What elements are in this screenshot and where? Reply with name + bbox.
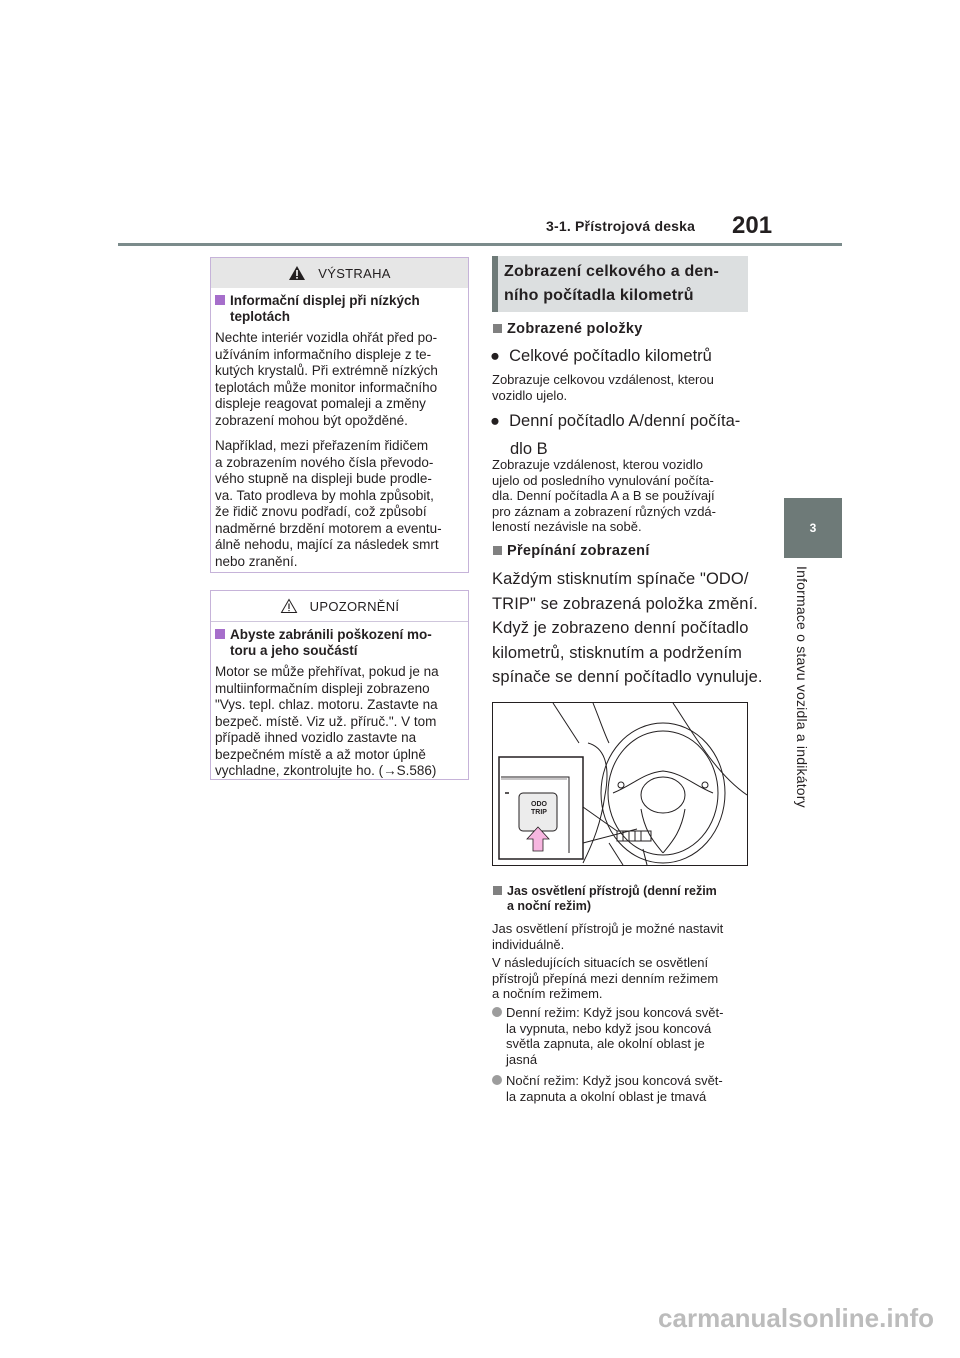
bullet-dot-icon [492,1075,502,1085]
caution-box [210,590,469,780]
square-bullet-icon [215,295,225,305]
brightness-paragraph-1: Jas osvětlení přístrojů je možné nastavit individuálně. [492,921,724,952]
brightness-paragraph-2: V následujících situacích se osvětlení přístrojů přepíná mezi denním režimem a nočním režimem. [492,955,719,1001]
warning-paragraph-2: Například, mezi přeřazením řidičem a zobrazením nového čísla převodo- vého stupně na displeji bude prodle- va. Tato prodleva by mohla způsobit, že řidič znovu podřadí, což způsobí nadměrné brzdění motorem a eventu- álně nehodu, mající za následek smrt nebo zranění. [215,438,442,569]
square-bullet-icon [493,886,502,895]
section-title: 3-1. Přístrojová deska [546,218,696,234]
subheading-displayed-items: Zobrazené položky [493,321,643,337]
caution-header [211,591,468,622]
chapter-number: 3 [809,521,817,535]
caution-paragraph: Motor se může přehřívat, pokud je na multiinformačním displeji zobrazeno "Vys. tepl. chlaz. motoru. Zastavte na bezpeč. místě. Viz už. příruč.". V tom případě ihned vozidlo zastavte na bezpečném místě a až motor úplně vychladne, zkontrolujte ho. (→S.586) [215,664,439,778]
caution-title: UPOZORNĚNÍ [309,598,400,614]
subheading-switching-display: Přepínání zobrazení [493,543,650,559]
day-mode-item: Denní režim: Když jsou koncová svět- la vypnuta, nebo když jsou koncová světla zapnuta, ale okolní oblast je jasná [492,1005,723,1067]
bullet-trip-meter: ● Denní počítadlo A/denní počíta- dlo B [490,412,741,458]
odometer-description: Zobrazuje celkovou vzdálenost, kterou vozidlo ujelo. [492,372,714,403]
chapter-title: Informace o stavu vozidla a indikátory [794,566,810,808]
caution-triangle-icon [280,598,298,614]
bullet-dot-icon: ● [490,412,500,430]
warning-header [211,258,468,288]
dashboard-drawing [493,703,747,865]
night-mode-item: Noční režim: Když jsou koncová svět- la zapnuta a okolní oblast je tmavá [492,1073,723,1104]
steering-wheel-illustration [492,702,748,866]
square-bullet-icon [215,629,225,639]
warning-item-title: Informační displej při nízkých teplotách [215,293,463,325]
warning-triangle-icon [288,265,306,281]
bullet-dot-icon: ● [490,347,500,365]
subheading-brightness: Jas osvětlení přístrojů (denní režim a noční režim) [493,884,717,914]
square-bullet-icon [493,324,502,333]
header-rule [118,243,842,246]
caution-item-title: Abyste zabránili poškození mo- toru a jeho součástí [215,627,463,659]
odo-trip-switch-label: ODO TRIP [531,801,547,816]
warning-paragraph-1: Nechte interiér vozidla ohřát před po- užíváním informačního displeje z te- kutých krystalů. Při extrémně nízkých teplotách může monitor informačního displeje reagovat pomaleji a změny zobrazení mohou být opožděné. [215,330,438,428]
square-bullet-icon [493,546,502,555]
bullet-dot-icon [492,1007,502,1017]
watermark: carmanualsonline.info [658,1303,934,1333]
switching-description: Každým stisknutím spínače "ODO/ TRIP" se zobrazená položka změní. Když je zobrazeno denní počítadlo kilometrů, stisknutím a podržením spínače se denní počítadlo vynuluje. [492,570,763,686]
page-number: 201 [732,212,773,239]
warning-box [210,257,469,573]
trip-meter-description: Zobrazuje vzdálenost, kterou vozidlo ujelo od posledního vynulování počíta- dla. Denní počítadla A a B se používají pro záznam a zobrazení různých vzdá- leností nezávisle na sobě. [492,457,716,534]
bullet-odometer: ● Celkové počítadlo kilometrů [490,347,712,365]
warning-title: VÝSTRAHA [318,265,391,281]
chapter-tab [784,498,842,558]
section-heading: Zobrazení celkového a den- ního počítadla kilometrů [492,256,748,312]
